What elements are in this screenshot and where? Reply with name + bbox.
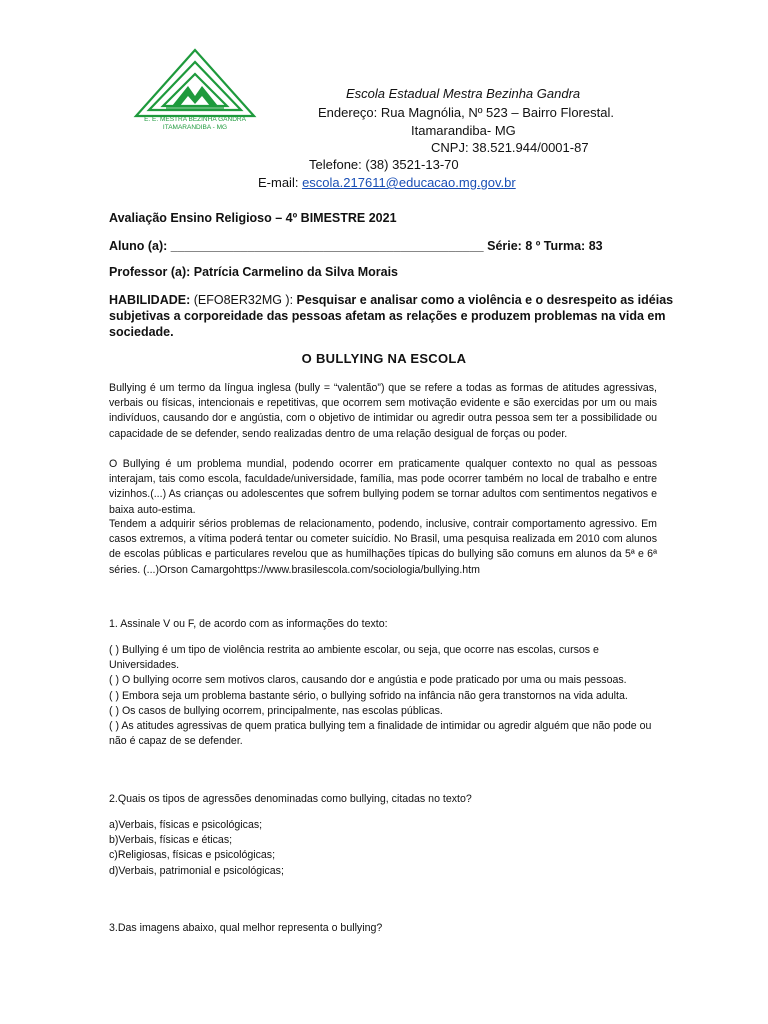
skill-text-2: subjetivas a corporeidade das pessoas afetam as relações e produzem problemas na vida em xyxy=(109,309,666,323)
logo-text-line1: E. E. MESTRA BEZINHA GANDRA xyxy=(144,116,246,123)
question-3: 3.Das imagens abaixo, qual melhor representa o bullying? xyxy=(109,922,383,934)
school-logo xyxy=(132,46,258,146)
school-email-row xyxy=(258,175,516,191)
question-1-item: ( ) Bullying é um tipo de violência restrita ao ambiente escolar, ou seja, que ocorre nas escolas, cursos e Universidades. xyxy=(109,644,599,672)
question-2-option: c)Religiosas, físicas e psicológicas; xyxy=(109,849,276,862)
question-1-item: ( ) Embora seja um problema bastante sério, o bullying sofrido na infância não gera transtornos na vida adulta. xyxy=(109,689,628,702)
student-line: Aluno (a): _____________________________________________ Série: 8 º Turma: 83 xyxy=(109,239,603,253)
question-1-item: ( ) Os casos de bullying ocorrem, principalmente, nas escolas públicas. xyxy=(109,704,443,717)
article-title: O BULLYING NA ESCOLA xyxy=(301,351,467,366)
skill-code: (EFO8ER32MG ): xyxy=(193,293,294,307)
skill-text-3: sociedade. xyxy=(109,325,174,339)
school-name: Escola Estadual Mestra Bezinha Gandra xyxy=(346,86,581,101)
school-phone: Telefone: (38) 3521-13-70 xyxy=(309,157,459,172)
question-2-options xyxy=(109,818,284,879)
question-2-option: d)Verbais, patrimonial e psicológicas; xyxy=(109,864,284,877)
skill-block xyxy=(109,292,674,340)
article-paragraph-3: Tendem a adquirir sérios problemas de relacionamento, podendo, inclusive, contrair comportamento agressivo. Em casos extremos, a vítima poderá tentar ou cometer suicídio. No Brasil, uma pesquisa realizada em 2010 com alunos de escolas públicas e particulares revelou que as humilhações típicas do bullying são comuns em alunos da 5ª e 6ª séries. (...)Orson Camargohttps://www.brasilescola.com/sociologia/bullying.htm xyxy=(109,518,657,576)
article-paragraph-1: Bullying é um termo da língua inglesa (bully = “valentão”) que se refere a todas as formas de atitudes agressivas, verbais ou físicas, intencionais e repetitivas, que ocorrem sem motivação evidente e são exercidas por um ou mais indivíduos, causando dor e angústia, com o objetivo de intimidar ou agredir outra pessoa sem ter a possibilidade ou capacidade de se defender, sendo realizadas dentro de uma relação desigual de forças ou poder. xyxy=(109,382,657,440)
school-city: Itamarandiba- MG xyxy=(411,123,516,138)
question-2-option: a)Verbais, físicas e psicológicas; xyxy=(109,819,263,831)
teacher-line: Professor (a): Patrícia Carmelino da Silva Morais xyxy=(109,265,398,279)
question-1: 1. Assinale V ou F, de acordo com as informações do texto: xyxy=(109,618,388,630)
question-1-items xyxy=(109,643,657,749)
email-link[interactable]: escola.217611@educacao.mg.gov.br xyxy=(302,175,516,190)
question-2-option: b)Verbais, físicas e éticas; xyxy=(109,834,233,847)
question-2: 2.Quais os tipos de agressões denominadas como bullying, citadas no texto? xyxy=(109,793,472,805)
school-address: Endereço: Rua Magnólia, Nº 523 – Bairro Florestal. xyxy=(318,105,614,120)
question-1-item: ( ) O bullying ocorre sem motivos claros, causando dor e angústia e pode praticado por uma ou mais pessoas. xyxy=(109,674,627,687)
skill-label: HABILIDADE: xyxy=(109,293,191,307)
logo-text-line2: ITAMARANDIBA - MG xyxy=(162,124,228,131)
question-1-item: ( ) As atitudes agressivas de quem pratica bullying tem a finalidade de intimidar ou agredir alguém que não pode ou não é capaz de se defender. xyxy=(109,720,652,748)
school-cnpj: CNPJ: 38.521.944/0001-87 xyxy=(431,140,589,155)
skill-text-1: Pesquisar e analisar como a violência e o desrespeito as idéias xyxy=(296,293,674,307)
article-paragraph-2: O Bullying é um problema mundial, podendo ocorrer em praticamente qualquer contexto no qual as pessoas interajam, tais como escola, faculdade/universidade, família, mas pode ocorrer também no local de trabalho e entre vizinhos.(...) As crianças ou adolescentes que sofrem bullying podem se tornar adultos com sentimentos negativos e baixa auto-estima. xyxy=(109,458,657,516)
evaluation-title: Avaliação Ensino Religioso – 4º BIMESTRE 2021 xyxy=(109,211,397,225)
email-label: E-mail: xyxy=(258,175,299,190)
